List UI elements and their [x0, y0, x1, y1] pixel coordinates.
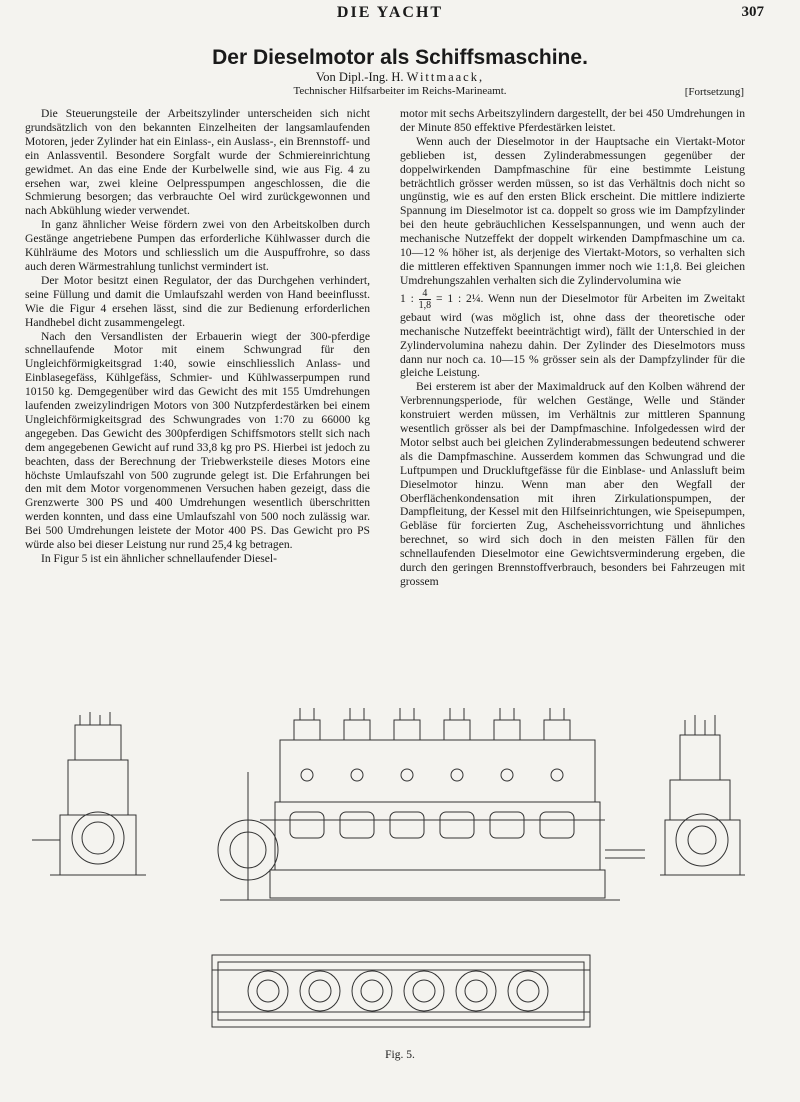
magazine-title: DIE YACHT — [336, 4, 444, 21]
author-affiliation: Technischer Hilfsarbeiter im Reichs-Marineamt. — [293, 85, 507, 97]
paragraph: Bei ersterem ist aber der Maximaldruck auf den Kolben während der Verbrennungsperiode, für welchen Gestänge, Welle und Ständer konstruiert werden müssen, im Verhältnis zur mittleren Spannung wesentlich grösser als bei der Dampfmaschine. Infolgedessen wird der Motor selbst auch bei gleichen Zylinderabmessungen bedeutend schwerer als die Dampfmaschine. Ausserdem kommen das Schwungrad und die Luftpumpen und Druckluftgefässe für die Einblase- und Anlassluft beim Dieselmotor hinzu. Wenn man aber den Wegfall der Oberflächenkondensation mit ihren Zirkulationspumpen, der Dampfleitung, der Kessel mit den Hilfseinrichtungen, wie Speisepumpen, Gebläse für forcierten Zug, Ascheheissvorrichtung und ähnliches berechnet, so wird sich doch in den meisten Fällen für den schnellaufenden Dieselmotor eine Gewichtsverminderung ergeben, die durch den geringen Brennstoffverbrauch, besonders bei Fahrzeugen mit grossem — [400, 380, 745, 588]
paragraph: Wenn auch der Dieselmotor in der Hauptsache ein Viertakt-Motor geblieben ist, dessen Zylinderabmessungen gegenüber der doppelwirkenden Dampfmaschine für eine bestimmte Leistung beträchtlich grösser werden müssen, so ist das Verhältnis doch nicht so ungünstig, wie es auf den ersten Blick erscheint. Die mittlere indizierte Spannung im Dieselmotor ist ca. doppelt so gross wie im Dampfzylinder bei den heute gebräuchlichen Kesselspannungen, und wenn auch der mechanische Nutzeffekt der doppelt wirkenden Dampfmaschine um ca. 10—12 % höher ist, als derjenige des Viertakt-Motors, so verhalten sich die mittleren effektiven Spannungen immer noch wie 1:1,8. Bei gleichen Umdrehungszahlen verhalten sich die Zylindervolumina wie — [400, 134, 745, 287]
plan-cylinder-outer — [508, 971, 548, 1011]
side-elevation-drawing — [218, 708, 645, 900]
cylinder-window — [540, 812, 574, 838]
cylinder-window — [440, 812, 474, 838]
formula-paragraph — [400, 288, 745, 381]
author-name: Wittmaack, — [406, 70, 485, 84]
plan-cylinder-outer — [456, 971, 496, 1011]
cylinder-window — [290, 812, 324, 838]
byline — [0, 70, 800, 85]
cylinder-window — [340, 812, 374, 838]
cylinder-window — [390, 812, 424, 838]
paragraph: Der Motor besitzt einen Regulator, der das Durchgehen verhindert, seine Füllung und damit die Umlaufszahl werden von Hand beeinflusst. Wie die Figur 4 ersehen lässt, sind die zur Bedienung erforderlichen Handhebel dicht zusammengelegt. — [25, 273, 370, 329]
paragraph: motor mit sechs Arbeitszylindern dargestellt, der bei 450 Umdrehungen in der Minute 850 effektive Pferdestärken leistet. — [400, 107, 745, 134]
figure-caption: Fig. 5. — [385, 1049, 415, 1061]
right-column — [400, 107, 745, 589]
plan-cylinder-outer — [352, 971, 392, 1011]
formula-continuation: Wenn nun der Dieselmotor für Arbeiten im Zweitakt gebaut wird (was möglich ist, ohne dass der theoretische oder mechanische Nutzeffekt beeinträchtigt wird), fällt der Unterschied in der Zylindervolumina nahezu dahin. Der Zylinder des Dieselmotors muss dann nur noch ca. 10—15 % grösser sein als der Dampfzylinder für die gleiche Leistung. — [400, 291, 745, 380]
paragraph: Nach den Versandlisten der Erbauerin wiegt der 300-pferdige schnellaufende Motor mit einem Schwungrad für den Ungleichförmigkeitsgrad 1:40, sowie einschliesslich Anlass- und Einblasegefäss, Kühlgefäss, Schmier- und Kühlwasserpumpen rund 10150 kg. Demgegenüber wird das Gewicht des mit 155 Umdrehungen laufenden zweizylindrigen Motors von 300 Nutzpferdestärken bei einem Ungleichförmigkeitsgrad des Schwungrades von 1:70 zu 66000 kg angegeben. Das Gewicht des 300pferdigen Schiffsmotors stellt sich nach dem angegebenen Gewicht auf rund 33,8 kg pro PS. Hierbei ist jedoch zu beachten, dass der Berechnung der Triebwerksteile dieses Motors eine höchste Umlaufszahl von 500 zugrunde gelegt ist. Die Erfahrungen bei den mit dem Motor vorgenommenen Versuchen haben gezeigt, dass die Grenzwerte 300 PS und 400 Umdrehungen wesentlich überschritten werden konnten, und dass eine Umlaufszahl von 500 noch zulässig war. Bei 500 Umdrehungen leistete der Motor 400 PS. Das Gewicht pro PS würde also bei dieser Leistung nur rund 25,4 kg betragen. — [25, 329, 370, 552]
plan-cylinder-outer — [404, 971, 444, 1011]
valve-housing — [394, 720, 420, 740]
formula-prefix: 1 : — [400, 291, 414, 305]
paragraph: In ganz ähnlicher Weise fördern zwei von den Arbeitskolben durch Gestänge angetriebene Pumpen das erforderliche Kühlwasser durch die Kühlräume des Motors und schliesslich um die Auspuffrohre, so dass auch deren Wärmestrahlung tunlichst vermindert ist. — [25, 218, 370, 273]
cylinder-head-bolt — [551, 769, 563, 781]
plan-cylinder-inner — [413, 980, 435, 1002]
valve-housing — [544, 720, 570, 740]
valve-housing — [444, 720, 470, 740]
cylinder-head-bolt — [301, 769, 313, 781]
engine-drawing-figure — [20, 700, 780, 1030]
plan-cylinder-inner — [361, 980, 383, 1002]
plan-cylinder-inner — [309, 980, 331, 1002]
plan-cylinder-inner — [465, 980, 487, 1002]
fraction-numerator: 4 — [419, 288, 432, 300]
formula-suffix: = 1 : 2¼. — [436, 291, 484, 305]
valve-housing — [494, 720, 520, 740]
plan-cylinder-inner — [257, 980, 279, 1002]
left-column — [25, 107, 370, 566]
cylinder-head-bolt — [351, 769, 363, 781]
paragraph: In Figur 5 ist ein ähnlicher schnellaufender Diesel- — [41, 552, 277, 565]
plan-view-drawing — [212, 955, 590, 1027]
cylinder-head-bolt — [501, 769, 513, 781]
continuation-note: [Fortsetzung] — [684, 86, 744, 98]
cylinder-window — [490, 812, 524, 838]
cylinder-head-bolt — [451, 769, 463, 781]
formula-fraction — [419, 288, 432, 311]
valve-housing — [294, 720, 320, 740]
article-title: Der Dieselmotor als Schiffsmaschine. — [212, 46, 588, 69]
valve-housing — [344, 720, 370, 740]
end-view-left-drawing — [32, 712, 146, 875]
fraction-denominator: 1,8 — [418, 299, 432, 311]
plan-cylinder-outer — [248, 971, 288, 1011]
plan-cylinder-inner — [517, 980, 539, 1002]
cylinder-head-bolt — [401, 769, 413, 781]
byline-prefix: Von Dipl.-Ing. H. — [315, 70, 404, 84]
plan-cylinder-outer — [300, 971, 340, 1011]
end-view-right-drawing — [660, 715, 745, 875]
page-number: 307 — [741, 4, 764, 20]
paragraph: Die Steuerungsteile der Arbeitszylinder unterscheiden sich nicht grundsätzlich von den bekannten Einzelheiten der langsamlaufenden Motoren, jeder Zylinder hat ein Einlass-, ein Auslass-, ein Brennstoff- und ein Anlassventil. Besondere Sorgfalt wurde der Schmiereinrichtung gewidmet. An das eine Ende der Kurbelwelle sind, wie aus Fig. 4 zu ersehen war, zwei kleine Oelpresspumpen angeschlossen, die die Schmierung besorgen; das verbrauchte Oel wird zurückgewonnen und nach Abkühlung wieder verwendet. — [25, 107, 370, 218]
page-header — [0, 0, 800, 26]
